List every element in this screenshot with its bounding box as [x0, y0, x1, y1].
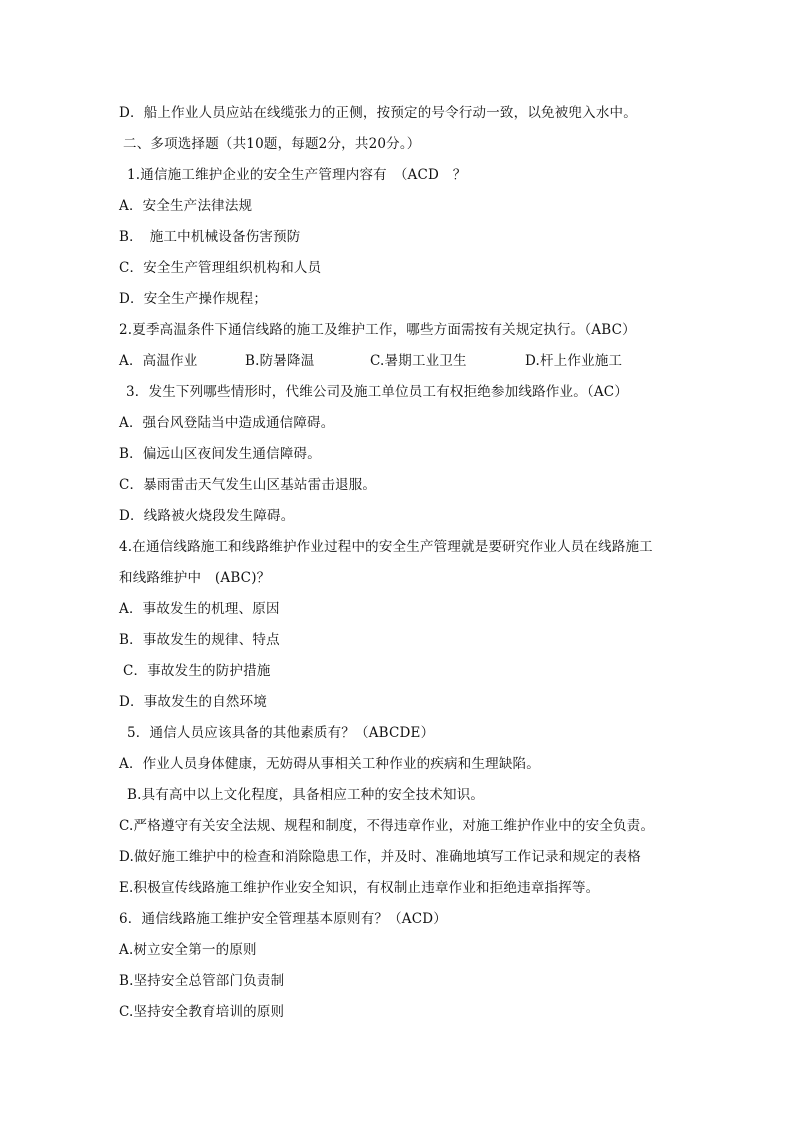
option-c: C.暑期工业卫生	[370, 353, 467, 369]
option-line: C．暴雨雷击天气发生山区基站雷击退服。	[119, 477, 377, 493]
question-2: 2.夏季高温条件下通信线路的施工及维护工作，哪些方面需按有关规定执行。（ABC）	[119, 322, 636, 338]
text-line: D．船上作业人员应站在线缆张力的正侧，按预定的号令行动一致，以免被兜入水中。	[119, 105, 637, 121]
option-line: A．事故发生的机理、原因	[119, 601, 280, 617]
option-line: C.严格遵守有关安全法规、规程和制度，不得违章作业，对施工维护作业中的安全负责。	[119, 818, 655, 834]
option-line: B． 施工中机械设备伤害预防	[119, 229, 301, 245]
question-4-cont: 和线路维护中 (ABC)？	[119, 570, 271, 586]
option-line: D.做好施工维护中的检查和消除隐患工作，并及时、准确地填写工作记录和规定的表格	[119, 849, 641, 865]
option-line: C．安全生产管理组织机构和人员	[119, 260, 322, 276]
option-line: D．事故发生的自然环境	[119, 694, 268, 710]
option-line: A．强台风登陆当中造成通信障碍。	[119, 415, 335, 431]
option-line: D．安全生产操作规程；	[119, 291, 268, 307]
question-1: 1.通信施工维护企业的安全生产管理内容有 （ACD ？	[127, 167, 467, 183]
option-line: A.树立安全第一的原则	[119, 942, 257, 958]
option-line: D．线路被火烧段发生障碍。	[119, 508, 295, 524]
option-line: B．事故发生的规律、特点	[119, 632, 280, 648]
section-heading: 二、多项选择题（共10题，每题2分，共20分。）	[123, 136, 421, 152]
question-5: 5．通信人员应该具备的其他素质有？（ABCDE）	[127, 725, 435, 741]
option-line: A．安全生产法律法规	[119, 198, 253, 214]
option-line: E.积极宣传线路施工维护作业安全知识，有权制止违章作业和拒绝违章指挥等。	[119, 880, 600, 896]
question-6: 6．通信线路施工维护安全管理基本原则有？（ACD）	[119, 911, 447, 927]
option-line: B．偏远山区夜间发生通信障碍。	[119, 446, 321, 462]
option-d: D.杆上作业施工	[525, 353, 623, 369]
option-line: C.坚持安全教育培训的原则	[119, 1004, 285, 1020]
option-line: C．事故发生的防护措施	[123, 663, 271, 679]
option-a: A．高温作业	[119, 353, 198, 369]
option-line: A．作业人员身体健康，无妨碍从事相关工种作业的疾病和生理缺陷。	[119, 756, 540, 772]
option-line: B.具有高中以上文化程度，具备相应工种的安全技术知识。	[127, 787, 485, 803]
question-3: 3．发生下列哪些情形时，代维公司及施工单位员工有权拒绝参加线路作业。（AC）	[126, 384, 629, 400]
question-4: 4.在通信线路施工和线路维护作业过程中的安全生产管理就是要研究作业人员在线路施工	[119, 539, 653, 555]
option-line: B.坚持安全总管部门负责制	[119, 973, 285, 989]
option-b: B.防暑降温	[245, 353, 315, 369]
